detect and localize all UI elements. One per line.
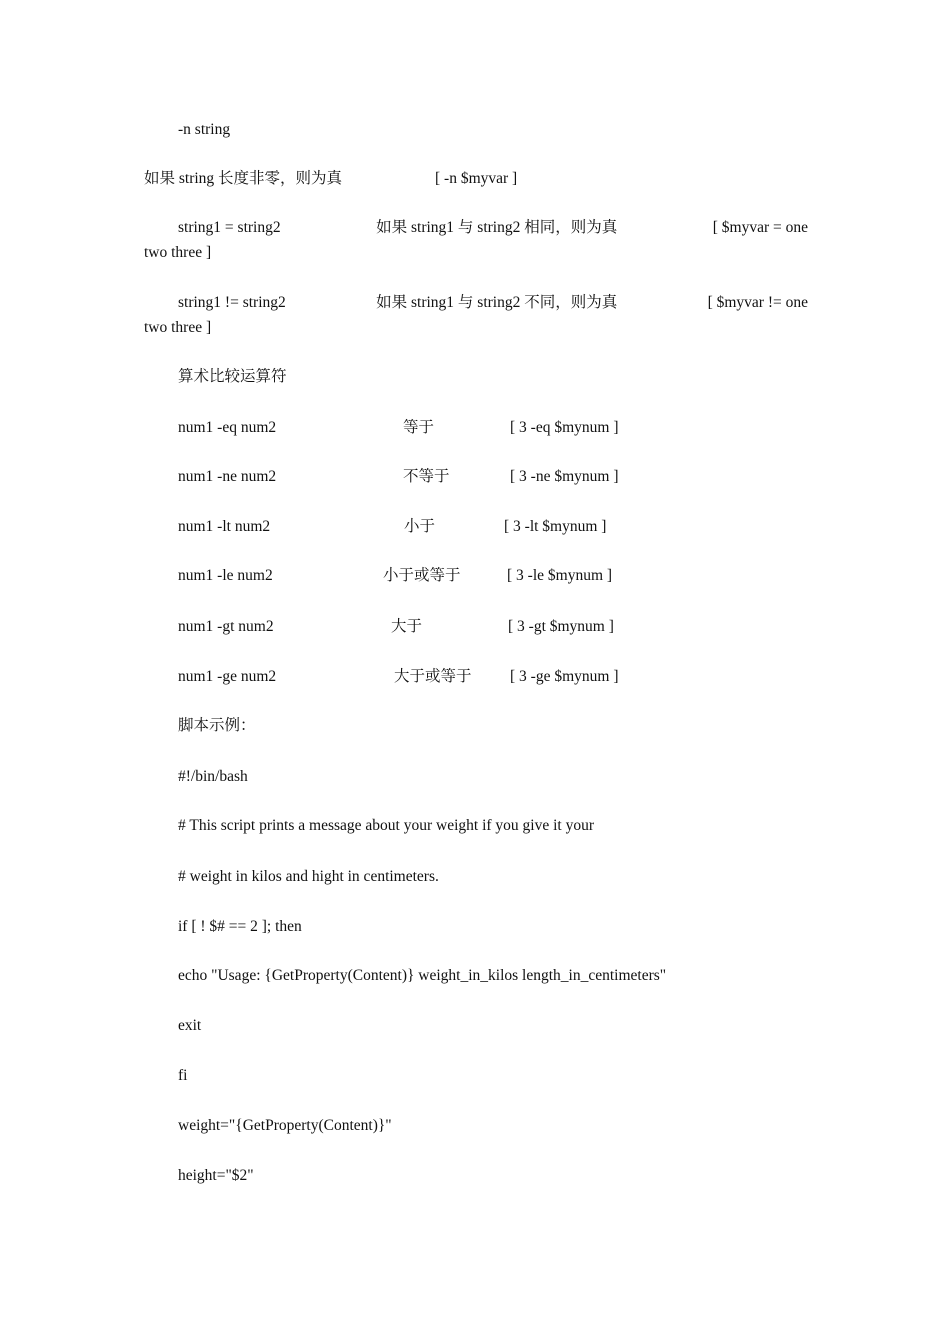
arith-row <box>178 669 778 687</box>
string-ne-operator: string1 != string2 <box>178 294 286 311</box>
arith-row <box>178 619 778 637</box>
arith-row <box>178 519 778 537</box>
operator-n-string: -n string <box>178 121 231 138</box>
script-line: echo "Usage: {GetProperty(Content)} weight_in_kilos length_in_centimeters" <box>178 967 667 984</box>
arith-example: [ 3 -eq $mynum ] <box>510 419 619 436</box>
string-eq-description: 如果 string1 与 string2 相同，则为真 <box>376 219 618 236</box>
arith-operator: num1 -eq num2 <box>178 419 277 436</box>
script-heading: 脚本示例： <box>178 717 256 734</box>
script-line: if [ ! $# == 2 ]; then <box>178 918 302 935</box>
script-line: fi <box>178 1067 188 1084</box>
string-eq-example-end: two three ] <box>144 243 212 261</box>
arith-operator: num1 -ge num2 <box>178 668 277 685</box>
arith-meaning: 大于或等于 <box>394 668 472 685</box>
arith-example: [ 3 -gt $mynum ] <box>508 618 614 635</box>
string-eq-row <box>144 220 808 260</box>
arith-example: [ 3 -le $mynum ] <box>507 567 613 584</box>
script-line: # This script prints a message about your weight if you give it your <box>178 817 594 834</box>
test-n-row <box>144 171 808 189</box>
arith-meaning: 小于或等于 <box>383 567 461 584</box>
script-line: #!/bin/bash <box>178 768 248 785</box>
arith-example: [ 3 -ne $mynum ] <box>510 468 619 485</box>
string-ne-example-end: two three ] <box>144 318 212 336</box>
arith-heading: 算术比较运算符 <box>178 368 287 385</box>
arith-operator: num1 -lt num2 <box>178 518 271 535</box>
arith-meaning: 不等于 <box>403 468 450 485</box>
test-n-description: 如果 string 长度非零，则为真 <box>144 170 343 187</box>
script-line: exit <box>178 1017 202 1034</box>
script-line: weight="{GetProperty(Content)}" <box>178 1117 392 1134</box>
string-eq-operator: string1 = string2 <box>178 219 281 236</box>
arith-row <box>178 568 778 586</box>
string-ne-example-start: [ $myvar != one <box>707 294 808 311</box>
arith-meaning: 等于 <box>403 419 435 436</box>
test-n-example: [ -n $myvar ] <box>435 170 518 187</box>
arith-example: [ 3 -lt $mynum ] <box>504 518 607 535</box>
arith-meaning: 大于 <box>391 618 423 635</box>
script-line: # weight in kilos and hight in centimeters. <box>178 868 439 885</box>
script-line: height="$2" <box>178 1167 254 1184</box>
arith-operator: num1 -le num2 <box>178 567 273 584</box>
string-ne-description: 如果 string1 与 string2 不同，则为真 <box>376 294 618 311</box>
string-eq-example-start: [ $myvar = one <box>712 219 808 236</box>
arith-example: [ 3 -ge $mynum ] <box>510 668 619 685</box>
arith-operator: num1 -ne num2 <box>178 468 277 485</box>
arith-meaning: 小于 <box>404 518 436 535</box>
arith-row <box>178 469 778 487</box>
arith-row <box>178 420 778 438</box>
arith-operator: num1 -gt num2 <box>178 618 274 635</box>
string-ne-row <box>144 295 808 335</box>
